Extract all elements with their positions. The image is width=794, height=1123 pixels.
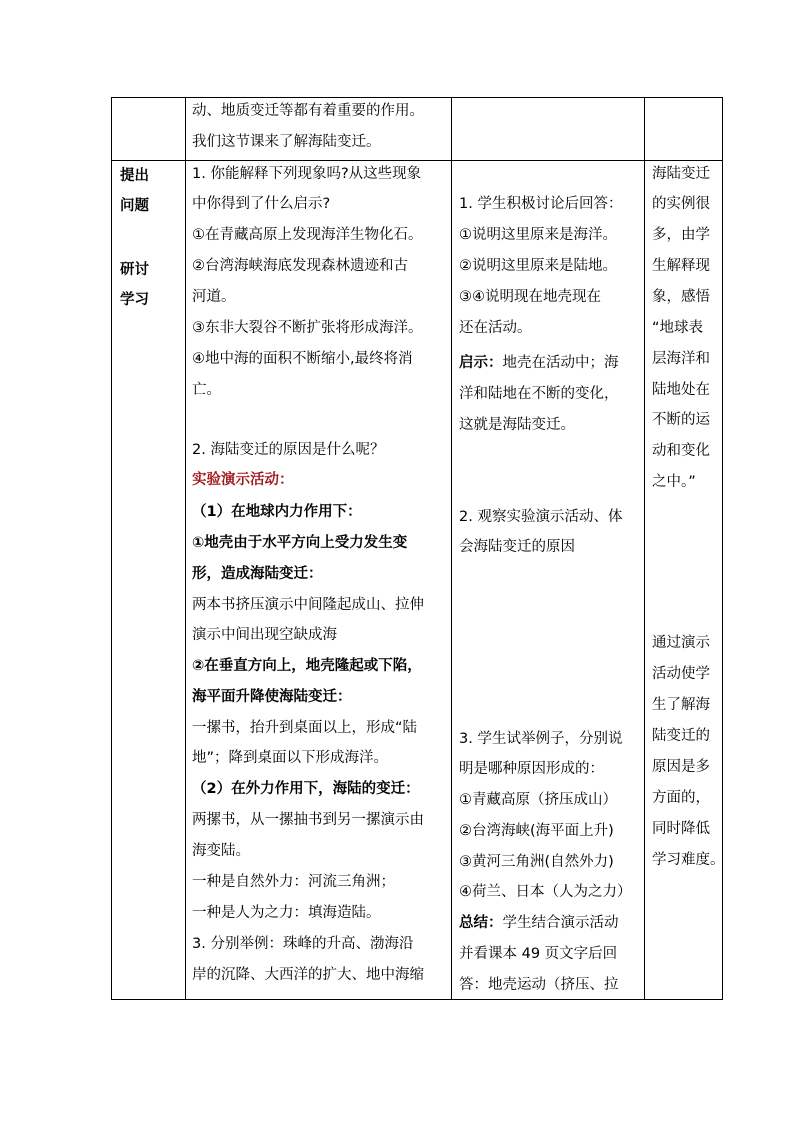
- teacher-text: 一摞书，抬升到桌面以上，形成“陆: [192, 720, 418, 736]
- student-text: 2. 观察实验演示活动、体: [459, 509, 623, 525]
- intent-text: 陆变迁的: [652, 728, 710, 744]
- teacher-text: 地”；降到桌面以下形成海洋。: [192, 750, 389, 766]
- teacher-text: 一种是自然外力：河流三角洲；: [192, 874, 395, 890]
- student-text: 这就是海陆变迁。: [459, 417, 575, 433]
- teacher-text: 2. 海陆变迁的原因是什么呢？: [192, 442, 385, 458]
- student-text: ③④说明现在地壳现在: [459, 289, 601, 305]
- intent-text: 多，由学: [652, 227, 710, 243]
- summary-label: 总结：: [459, 915, 503, 931]
- student-text: 洋和陆地在不断的变化，: [459, 386, 619, 402]
- teacher-text: 两摞书，从一摞抽书到另一摞演示由: [192, 812, 424, 828]
- intent-text: 活动使学: [652, 666, 710, 682]
- intent-text: 原因是多: [652, 759, 710, 775]
- teacher-text-bold: ①地壳由于水平方向上受力发生变: [192, 535, 408, 551]
- teacher-text: 一种是人为之力：填海造陆。: [192, 905, 381, 921]
- column-divider: [185, 98, 186, 999]
- intent-text: 之中。”: [652, 474, 696, 490]
- student-text: ①说明这里原来是海洋。: [459, 227, 617, 243]
- lesson-plan-table: [111, 97, 723, 1000]
- teacher-text: ③东非大裂谷不断扩张将形成海洋。: [192, 320, 423, 336]
- student-text: 还在活动。: [459, 320, 532, 336]
- teacher-text: ④地中海的面积不断缩小,最终将消: [192, 351, 413, 367]
- student-text: ①青藏高原（挤压成山）: [459, 792, 617, 808]
- teacher-text: 岸的沉降、大西洋的扩大、地中海缩: [192, 967, 424, 983]
- student-text: 并看课本 49 页文字后回: [459, 946, 618, 962]
- intent-text: 生了解海: [652, 697, 710, 713]
- intent-text: 层海洋和: [652, 351, 710, 367]
- teacher-text: 两本书挤压演示中间隆起成山、拉伸: [192, 597, 424, 613]
- student-text: 3. 学生试举例子，分别说: [459, 731, 623, 747]
- student-text: ②台湾海峡(海平面上升): [459, 823, 614, 839]
- teacher-text: 亡。: [192, 382, 221, 398]
- stage-label: 研讨: [120, 262, 149, 278]
- row-divider: [112, 160, 722, 161]
- summary-text: 学生结合演示活动: [502, 915, 619, 931]
- intent-text: 不断的运: [652, 412, 710, 428]
- stage-label: 提出: [120, 168, 149, 184]
- intent-text: 同时降低: [652, 821, 710, 837]
- intent-text: 动和变化: [652, 443, 710, 459]
- student-text: 会海陆变迁的原因: [459, 539, 575, 555]
- teacher-text-bold: ②在垂直方向上，地壳隆起或下陷，: [192, 658, 422, 674]
- student-text: ③黄河三角洲(自然外力): [459, 854, 614, 870]
- intent-text: 生解释现: [652, 258, 710, 274]
- intent-text: 陆地处在: [652, 382, 710, 398]
- activity-heading: 实验演示活动：: [192, 472, 294, 488]
- teacher-text-bold: （2）在外力作用下，海陆的变迁：: [192, 781, 420, 797]
- cell-text: 我们这节课来了解海陆变迁。: [192, 134, 381, 150]
- teacher-text: 海变陆。: [192, 843, 250, 859]
- column-divider: [451, 98, 452, 999]
- student-text: [459, 913, 619, 933]
- intent-text: 象，感悟: [652, 289, 710, 305]
- intent-text: 的实例很: [652, 196, 710, 212]
- stage-label: 学习: [120, 292, 149, 308]
- student-text: [459, 353, 619, 373]
- cell-text: 动、地质变迁等都有着重要的作用。: [192, 103, 424, 119]
- teacher-text-bold: 海平面升降使海陆变迁：: [192, 689, 352, 705]
- intent-text: “地球表: [652, 320, 704, 336]
- teacher-text: 1. 你能解释下列现象吗?从这些现象: [192, 166, 422, 182]
- teacher-text: 中你得到了什么启示?: [192, 196, 331, 212]
- teacher-text: ②台湾海峡海底发现森林遗迹和古: [192, 258, 408, 274]
- student-text: 答：地壳运动（挤压、拉: [459, 977, 619, 993]
- teacher-text: 3. 分别举例：珠峰的升高、渤海沿: [192, 936, 414, 952]
- teacher-text: ①在青藏高原上发现海洋生物化石。: [192, 227, 423, 243]
- student-text: 明是哪种原因形成的：: [459, 761, 604, 777]
- intent-text: 学习难度。: [652, 852, 725, 868]
- teacher-text-bold: （1）在地球内力作用下：: [192, 504, 362, 520]
- intent-text: 方面的，: [652, 790, 710, 806]
- teacher-text-bold: 形，造成海陆变迁：: [192, 566, 323, 582]
- stage-label: 问题: [120, 198, 149, 214]
- student-text: 1. 学生积极讨论后回答：: [459, 196, 623, 212]
- teacher-text: 河道。: [192, 289, 236, 305]
- intent-text: 通过演示: [652, 635, 710, 651]
- hint-label: 启示：: [459, 355, 503, 371]
- student-text: ④荷兰、日本（人为之力）: [459, 884, 632, 900]
- hint-text: 地壳在活动中；海: [502, 355, 619, 371]
- column-divider: [644, 98, 645, 999]
- intent-text: 海陆变迁: [652, 166, 710, 182]
- teacher-text: 演示中间出现空缺成海: [192, 627, 337, 643]
- student-text: ②说明这里原来是陆地。: [459, 258, 617, 274]
